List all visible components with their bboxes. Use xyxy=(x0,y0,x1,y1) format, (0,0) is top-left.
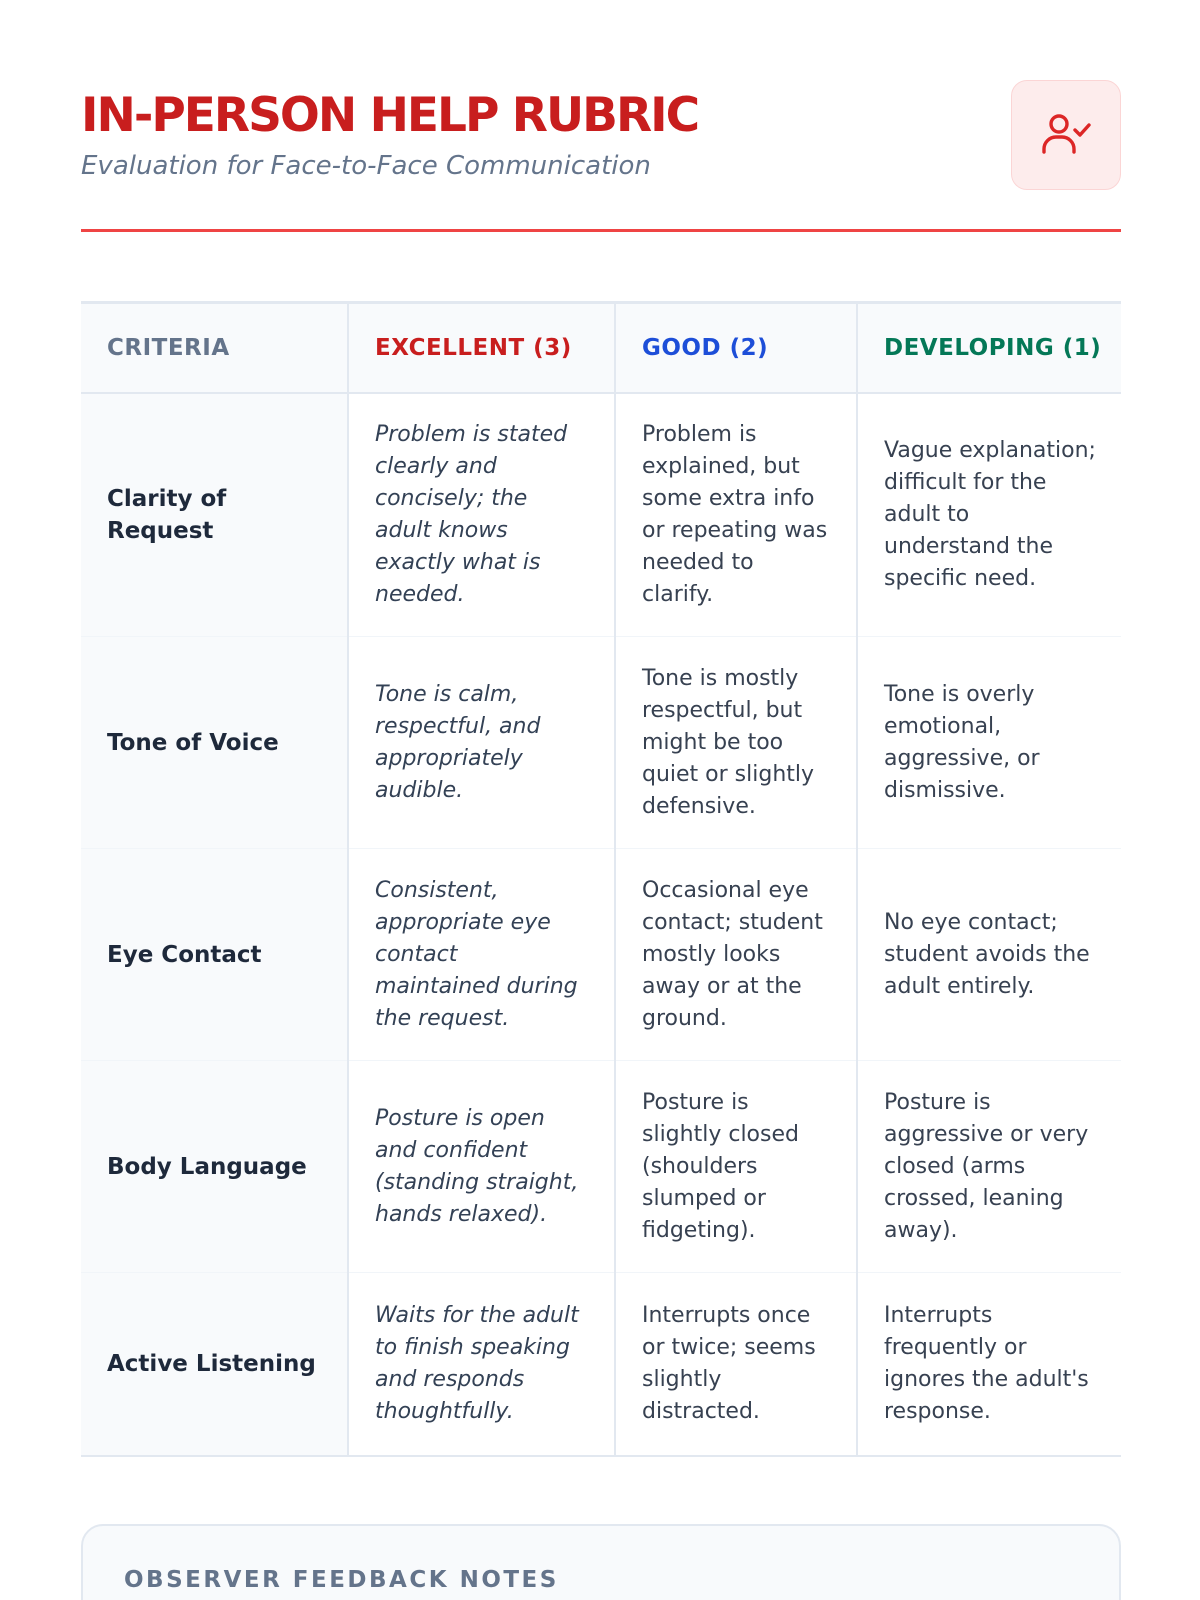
table-row xyxy=(81,849,1121,1061)
criterion-cell: Active Listening xyxy=(81,1273,348,1456)
developing-cell: Vague explanation; difficult for the adult to understand the specific need. xyxy=(857,393,1121,637)
observer-feedback-panel xyxy=(81,1524,1121,1600)
page-subtitle: Evaluation for Face-to-Face Communication xyxy=(81,151,651,181)
excellent-cell: Waits for the adult to finish speaking and responds thoughtfully. xyxy=(348,1273,615,1456)
column-header-developing: DEVELOPING (1) xyxy=(857,303,1121,393)
table-row xyxy=(81,1273,1121,1456)
rubric-header-row xyxy=(81,303,1121,393)
feedback-title: OBSERVER FEEDBACK NOTES xyxy=(124,1567,559,1593)
user-check-icon xyxy=(1040,109,1092,161)
rubric-page xyxy=(81,0,1121,1593)
table-row xyxy=(81,393,1121,637)
good-cell: Posture is slightly closed (shoulders slumped or fidgeting). xyxy=(615,1061,857,1273)
developing-cell: Tone is overly emotional, aggressive, or dismissive. xyxy=(857,637,1121,849)
good-cell: Occasional eye contact; student mostly looks away or at the ground. xyxy=(615,849,857,1061)
column-header-criteria: CRITERIA xyxy=(81,303,348,393)
table-row xyxy=(81,637,1121,849)
developing-cell: Interrupts frequently or ignores the adult's response. xyxy=(857,1273,1121,1456)
excellent-cell: Tone is calm, respectful, and appropriately audible. xyxy=(348,637,615,849)
criterion-cell: Body Language xyxy=(81,1061,348,1273)
criterion-cell: Tone of Voice xyxy=(81,637,348,849)
developing-cell: No eye contact; student avoids the adult entirely. xyxy=(857,849,1121,1061)
good-cell: Tone is mostly respectful, but might be too quiet or slightly defensive. xyxy=(615,637,857,849)
column-header-excellent: EXCELLENT (3) xyxy=(348,303,615,393)
page-header xyxy=(81,0,1121,232)
excellent-cell: Consistent, appropriate eye contact maintained during the request. xyxy=(348,849,615,1061)
good-cell: Interrupts once or twice; seems slightly distracted. xyxy=(615,1273,857,1456)
developing-cell: Posture is aggressive or very closed (arms crossed, leaning away). xyxy=(857,1061,1121,1273)
rubric-table xyxy=(81,301,1121,1457)
criterion-cell: Eye Contact xyxy=(81,849,348,1061)
page-title: IN-PERSON HELP RUBRIC xyxy=(81,88,699,143)
excellent-cell: Problem is stated clearly and concisely; the adult knows exactly what is needed. xyxy=(348,393,615,637)
criterion-cell: Clarity of Request xyxy=(81,393,348,637)
excellent-cell: Posture is open and confident (standing straight, hands relaxed). xyxy=(348,1061,615,1273)
header-icon-box xyxy=(1011,80,1121,190)
table-row xyxy=(81,1061,1121,1273)
column-header-good: GOOD (2) xyxy=(615,303,857,393)
good-cell: Problem is explained, but some extra info or repeating was needed to clarify. xyxy=(615,393,857,637)
